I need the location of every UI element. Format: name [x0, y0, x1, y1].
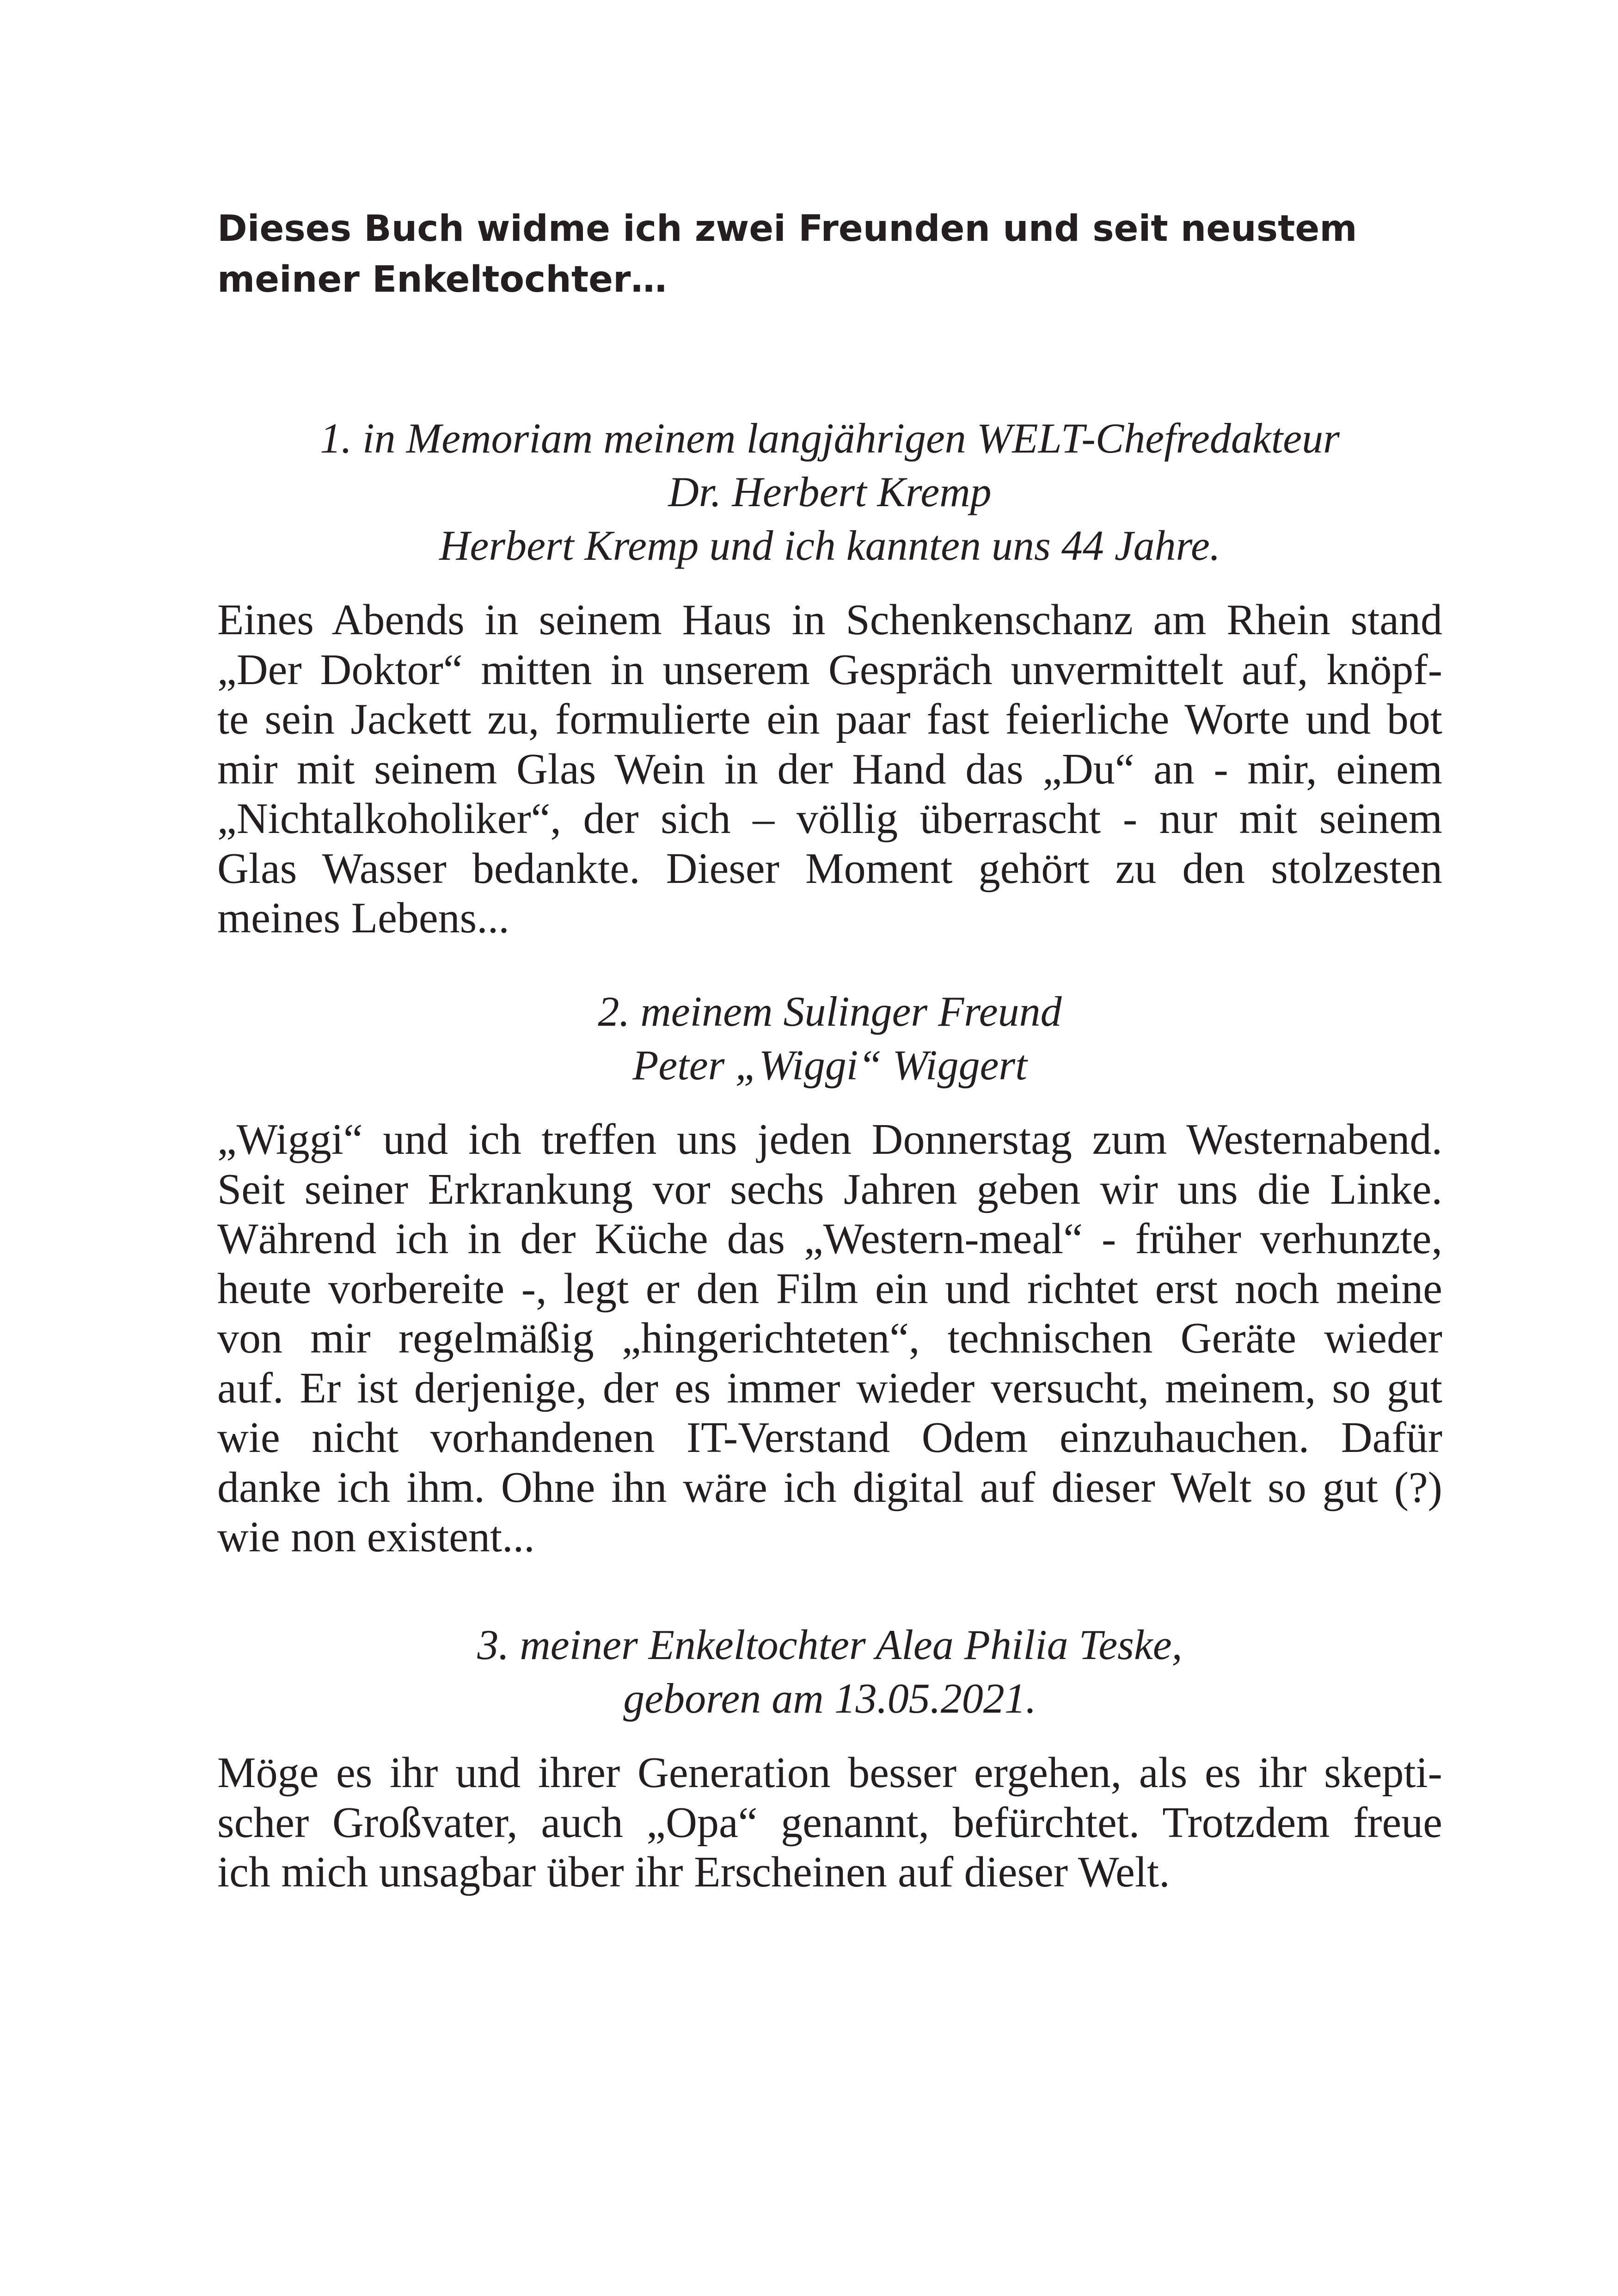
- body-line: heute vorbereite -, legt er den Film ein und richtet erst noch meine: [217, 1264, 1442, 1313]
- heading-line-1: Dieses Buch widme ich zwei Freunden und seit neustem: [217, 208, 1357, 250]
- body-line: danke ich ihm. Ohne ihn wäre ich digital auf dieser Welt so gut (?): [217, 1463, 1442, 1512]
- title-line: geboren am 13.05.2021.: [623, 1675, 1036, 1722]
- body-line: scher Großvater, auch „Opa“ genannt, befürchtet. Trotzdem freue: [217, 1798, 1442, 1847]
- title-line: Peter „Wiggi“ Wiggert: [632, 1041, 1027, 1089]
- body-line: Möge es ihr und ihrer Generation besser ergehen, als es ihr skepti-: [217, 1749, 1442, 1797]
- title-line: 2. meinem Sulinger Freund: [598, 988, 1062, 1035]
- body-line: wie nicht vorhandenen IT-Verstand Odem einzuhauchen. Dafür: [217, 1414, 1442, 1462]
- title-line: 1. in Memoriam meinem langjährigen WELT-Chefredakteur: [320, 415, 1340, 462]
- body-line: „Nichtalkoholiker“, der sich – völlig überrascht - nur mit seinem: [217, 795, 1442, 843]
- body-line: Seit seiner Erkrankung vor sechs Jahren geben wir uns die Linke.: [217, 1165, 1442, 1213]
- section-title: [217, 411, 1442, 572]
- body-line: ich mich unsagbar über ihr Erscheinen auf dieser Welt.: [217, 1848, 1170, 1896]
- body-line: auf. Er ist derjenige, der es immer wieder versucht, meinem, so gut: [217, 1364, 1442, 1412]
- body-line: mir mit seinem Glas Wein in der Hand das „Du“ an - mir, einem: [217, 745, 1442, 793]
- body-line: „Der Doktor“ mitten in unserem Gespräch unvermittelt auf, knöpf-: [217, 645, 1442, 694]
- body-line: Während ich in der Küche das „Western-meal“ - früher verhunzte,: [217, 1215, 1442, 1263]
- title-line: 3. meiner Enkeltochter Alea Philia Teske,: [477, 1621, 1183, 1668]
- body-line: Eines Abends in seinem Haus in Schenkenschanz am Rhein stand: [217, 596, 1442, 644]
- dedication-heading: [217, 203, 1442, 305]
- body-line: wie non existent...: [217, 1513, 535, 1561]
- section-body: [217, 1115, 1442, 1562]
- section-title: [217, 1618, 1442, 1725]
- section-body: [217, 595, 1442, 943]
- body-line: „Wiggi“ und ich treffen uns jeden Donnerstag zum Westernabend.: [217, 1115, 1442, 1163]
- body-line: meines Lebens...: [217, 894, 509, 942]
- body-line: te sein Jackett zu, formulierte ein paar fast feierliche Worte und bot: [217, 695, 1442, 743]
- body-line: von mir regelmäßig „hingerichteten“, technischen Geräte wieder: [217, 1314, 1442, 1362]
- section-title: [217, 985, 1442, 1092]
- section-wiggert: [217, 985, 1442, 1562]
- title-line: Herbert Kremp und ich kannten uns 44 Jahre.: [439, 522, 1220, 569]
- section-body: [217, 1748, 1442, 1898]
- section-kremp: [217, 411, 1442, 943]
- section-enkeltochter: [217, 1618, 1442, 1898]
- title-line: Dr. Herbert Kremp: [668, 468, 992, 515]
- body-line: Glas Wasser bedankte. Dieser Moment gehört zu den stolzesten: [217, 844, 1442, 893]
- heading-line-2: meiner Enkeltochter…: [217, 259, 667, 300]
